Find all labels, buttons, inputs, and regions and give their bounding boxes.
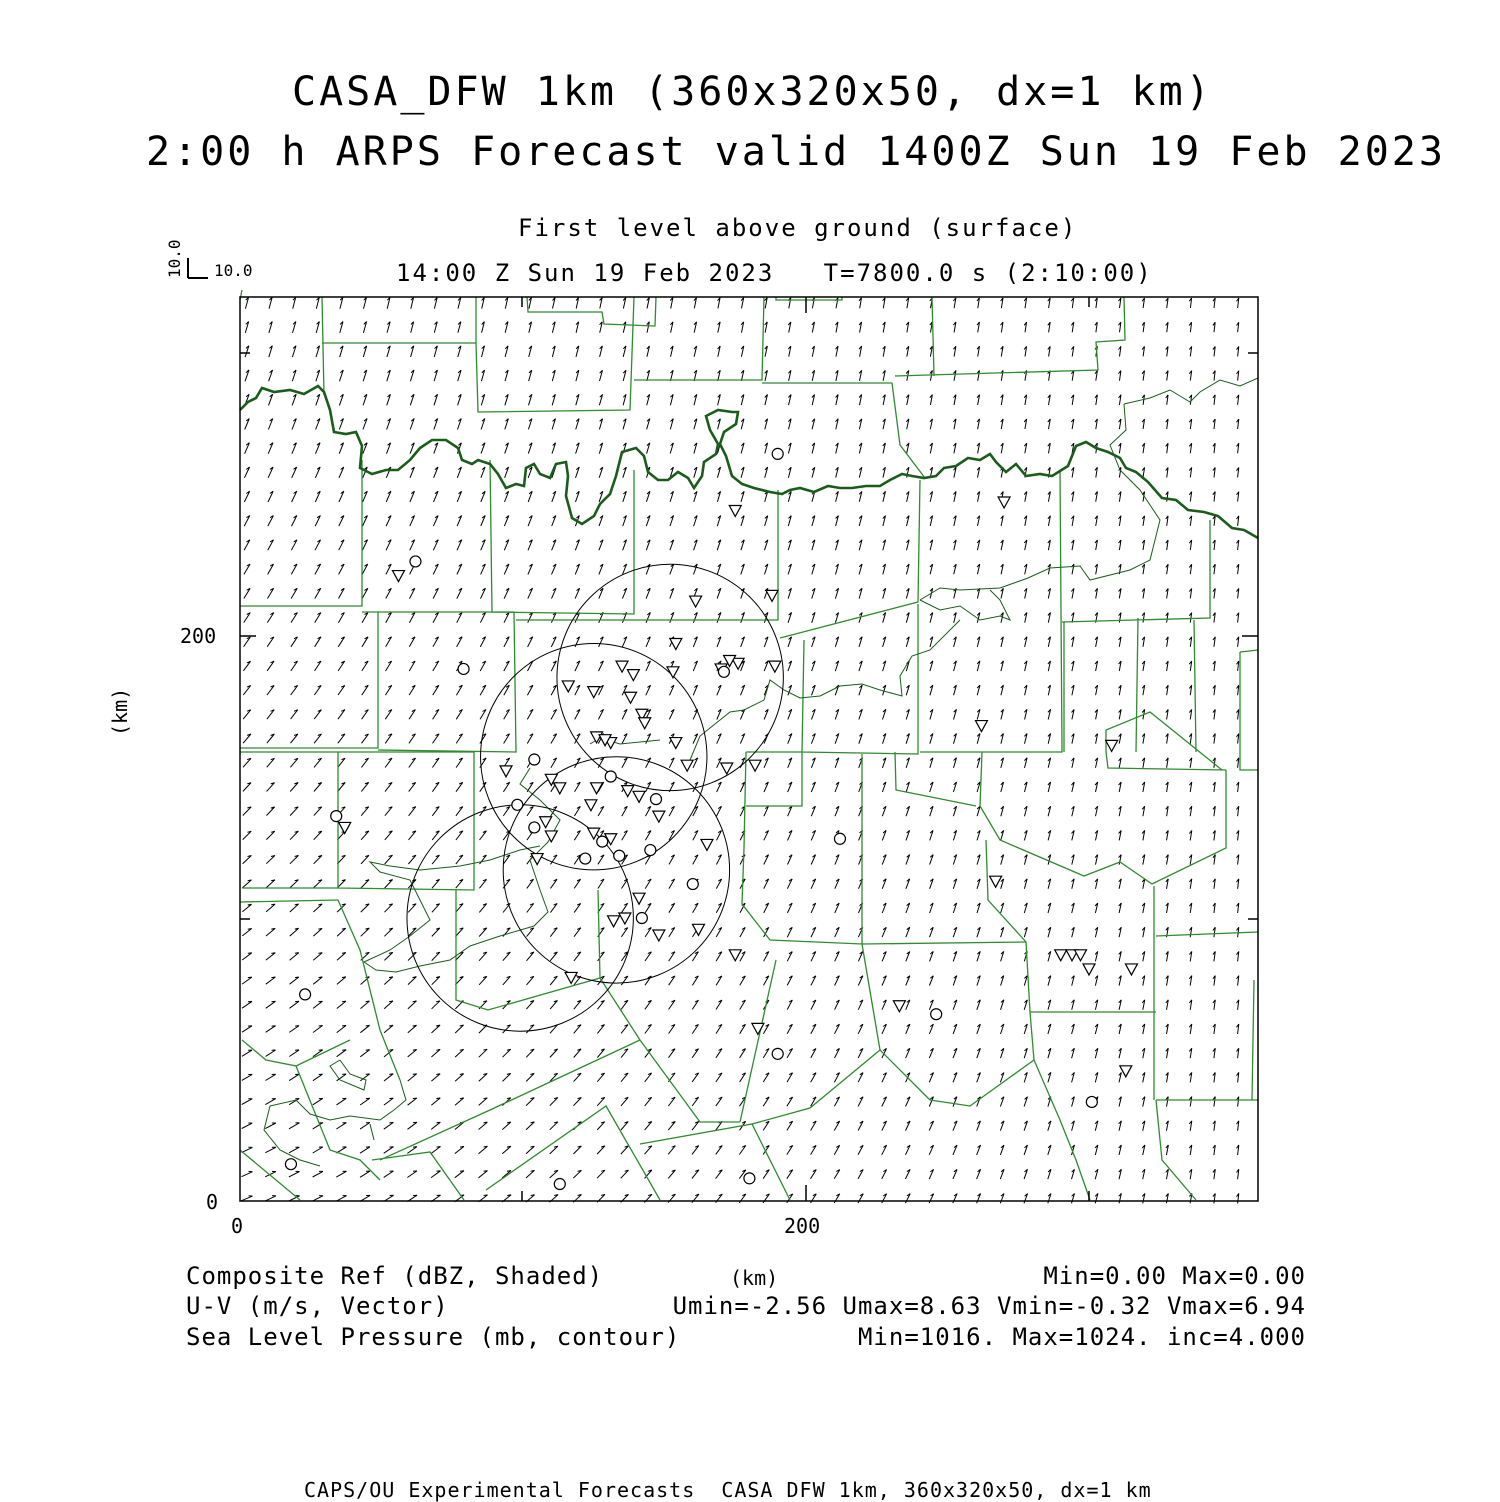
rivers-lakes: [264, 378, 1258, 1166]
station-triangle-marker: [588, 687, 600, 698]
station-triangle-marker: [1120, 1066, 1132, 1077]
station-circle-marker: [1086, 1096, 1097, 1107]
legend-vector-label: U-V (m/s, Vector): [186, 1292, 449, 1320]
station-circle-marker: [300, 989, 311, 1000]
station-circle-marker: [458, 663, 469, 674]
footer-credit: CAPS/OU Experimental Forecasts CASA DFW 1km, 360x320x50, dx=1 km: [304, 1478, 1152, 1502]
station-triangle-marker: [690, 596, 702, 607]
station-triangle-marker: [752, 1023, 764, 1034]
vector-key-horizontal-label: 10.0: [214, 261, 253, 280]
station-circle-marker: [636, 913, 647, 924]
legend-vector-stats: Umin=-2.56 Umax=8.63 Vmin=-0.32 Vmax=6.94: [672, 1292, 1306, 1320]
station-triangle-marker: [565, 972, 577, 983]
station-triangle-marker: [633, 791, 645, 802]
station-circle-marker: [529, 754, 540, 765]
station-circle-marker: [718, 666, 729, 677]
vector-key: [165, 239, 253, 280]
station-triangle-marker: [545, 831, 557, 842]
station-circle-marker: [687, 879, 698, 890]
station-triangle-marker: [990, 876, 1002, 887]
vector-key-vertical-label: 10.0: [165, 239, 184, 278]
station-circle-marker: [744, 1173, 755, 1184]
station-triangle-marker: [562, 681, 574, 692]
station-triangle-marker: [585, 800, 597, 811]
station-triangle-marker: [975, 721, 987, 732]
x-tick-0: 0: [231, 1214, 244, 1238]
station-circle-marker: [554, 1179, 565, 1190]
station-triangle-marker: [619, 913, 631, 924]
station-triangle-marker: [500, 766, 512, 777]
station-triangle-marker: [766, 590, 778, 601]
station-triangle-marker: [339, 822, 351, 833]
y-tick-200: 200: [180, 624, 217, 648]
station-triangle-marker: [1083, 964, 1095, 975]
station-circle-marker: [580, 853, 591, 864]
station-circle-marker: [614, 850, 625, 861]
radar-range-ring: [503, 757, 729, 983]
station-triangle-marker: [616, 661, 628, 672]
station-triangle-marker: [608, 916, 620, 927]
station-triangle-marker: [1055, 950, 1067, 961]
station-triangle-marker: [639, 718, 651, 729]
station-circle-marker: [651, 794, 662, 805]
legend-pressure-label: Sea Level Pressure (mb, contour): [186, 1323, 681, 1351]
station-triangle-marker: [769, 661, 781, 672]
station-circle-marker: [605, 771, 616, 782]
plot-frame: [240, 297, 1258, 1201]
station-triangle-marker: [670, 738, 682, 749]
station-triangle-marker: [729, 950, 741, 961]
station-circle-marker: [331, 811, 342, 822]
station-triangle-marker: [670, 638, 682, 649]
station-circle-marker: [285, 1159, 296, 1170]
station-circle-marker: [931, 1009, 942, 1020]
station-triangle-marker: [1125, 964, 1137, 975]
legend-reflectivity-label: Composite Ref (dBZ, Shaded): [186, 1262, 604, 1290]
x-axis-label: (km): [730, 1266, 779, 1290]
x-tick-200: 200: [784, 1214, 821, 1238]
station-triangle-marker: [701, 839, 713, 850]
legend-reflectivity-stats: Min=0.00 Max=0.00: [1043, 1262, 1306, 1290]
station-triangle-marker: [729, 505, 741, 516]
station-markers-triangle: [339, 497, 1138, 1077]
radar-range-rings: [407, 564, 783, 1031]
station-triangle-marker: [653, 930, 665, 941]
station-triangle-marker: [531, 854, 543, 865]
county-boundaries: [240, 290, 1258, 1200]
station-triangle-marker: [554, 783, 566, 794]
station-circle-marker: [597, 836, 608, 847]
station-circle-marker: [772, 1048, 783, 1059]
station-circle-marker: [834, 833, 845, 844]
station-circle-marker: [772, 448, 783, 459]
station-triangle-marker: [622, 786, 634, 797]
valid-time-label: 14:00 Z Sun 19 Feb 2023 T=7800.0 s (2:10:00): [396, 259, 1153, 287]
station-triangle-marker: [998, 497, 1010, 508]
station-circle-marker: [529, 822, 540, 833]
legend-pressure-stats: Min=1016. Max=1024. inc=4.000: [857, 1323, 1306, 1351]
station-triangle-marker: [625, 692, 637, 703]
station-triangle-marker: [1075, 950, 1087, 961]
chart-title-line2: 2:00 h ARPS Forecast valid 1400Z Sun 19 Feb 2023: [146, 129, 1446, 175]
station-triangle-marker: [1106, 740, 1118, 751]
y-tick-0: 0: [206, 1190, 219, 1214]
state-boundary-river: [240, 386, 1258, 538]
station-triangle-marker: [627, 670, 639, 681]
chart-title-line1: CASA_DFW 1km (360x320x50, dx=1 km): [292, 69, 1213, 115]
station-circle-marker: [645, 845, 656, 856]
station-triangle-marker: [392, 571, 404, 582]
station-triangle-marker: [893, 1001, 905, 1012]
y-axis-label: (km): [108, 687, 132, 736]
station-circle-marker: [512, 799, 523, 810]
station-triangle-marker: [749, 760, 761, 771]
station-circle-marker: [410, 556, 421, 567]
station-triangle-marker: [653, 811, 665, 822]
level-label: First level above ground (surface): [518, 214, 1078, 242]
station-triangle-marker: [633, 893, 645, 904]
station-markers-circle: [285, 448, 1097, 1189]
station-triangle-marker: [681, 760, 693, 771]
station-triangle-marker: [540, 817, 552, 828]
